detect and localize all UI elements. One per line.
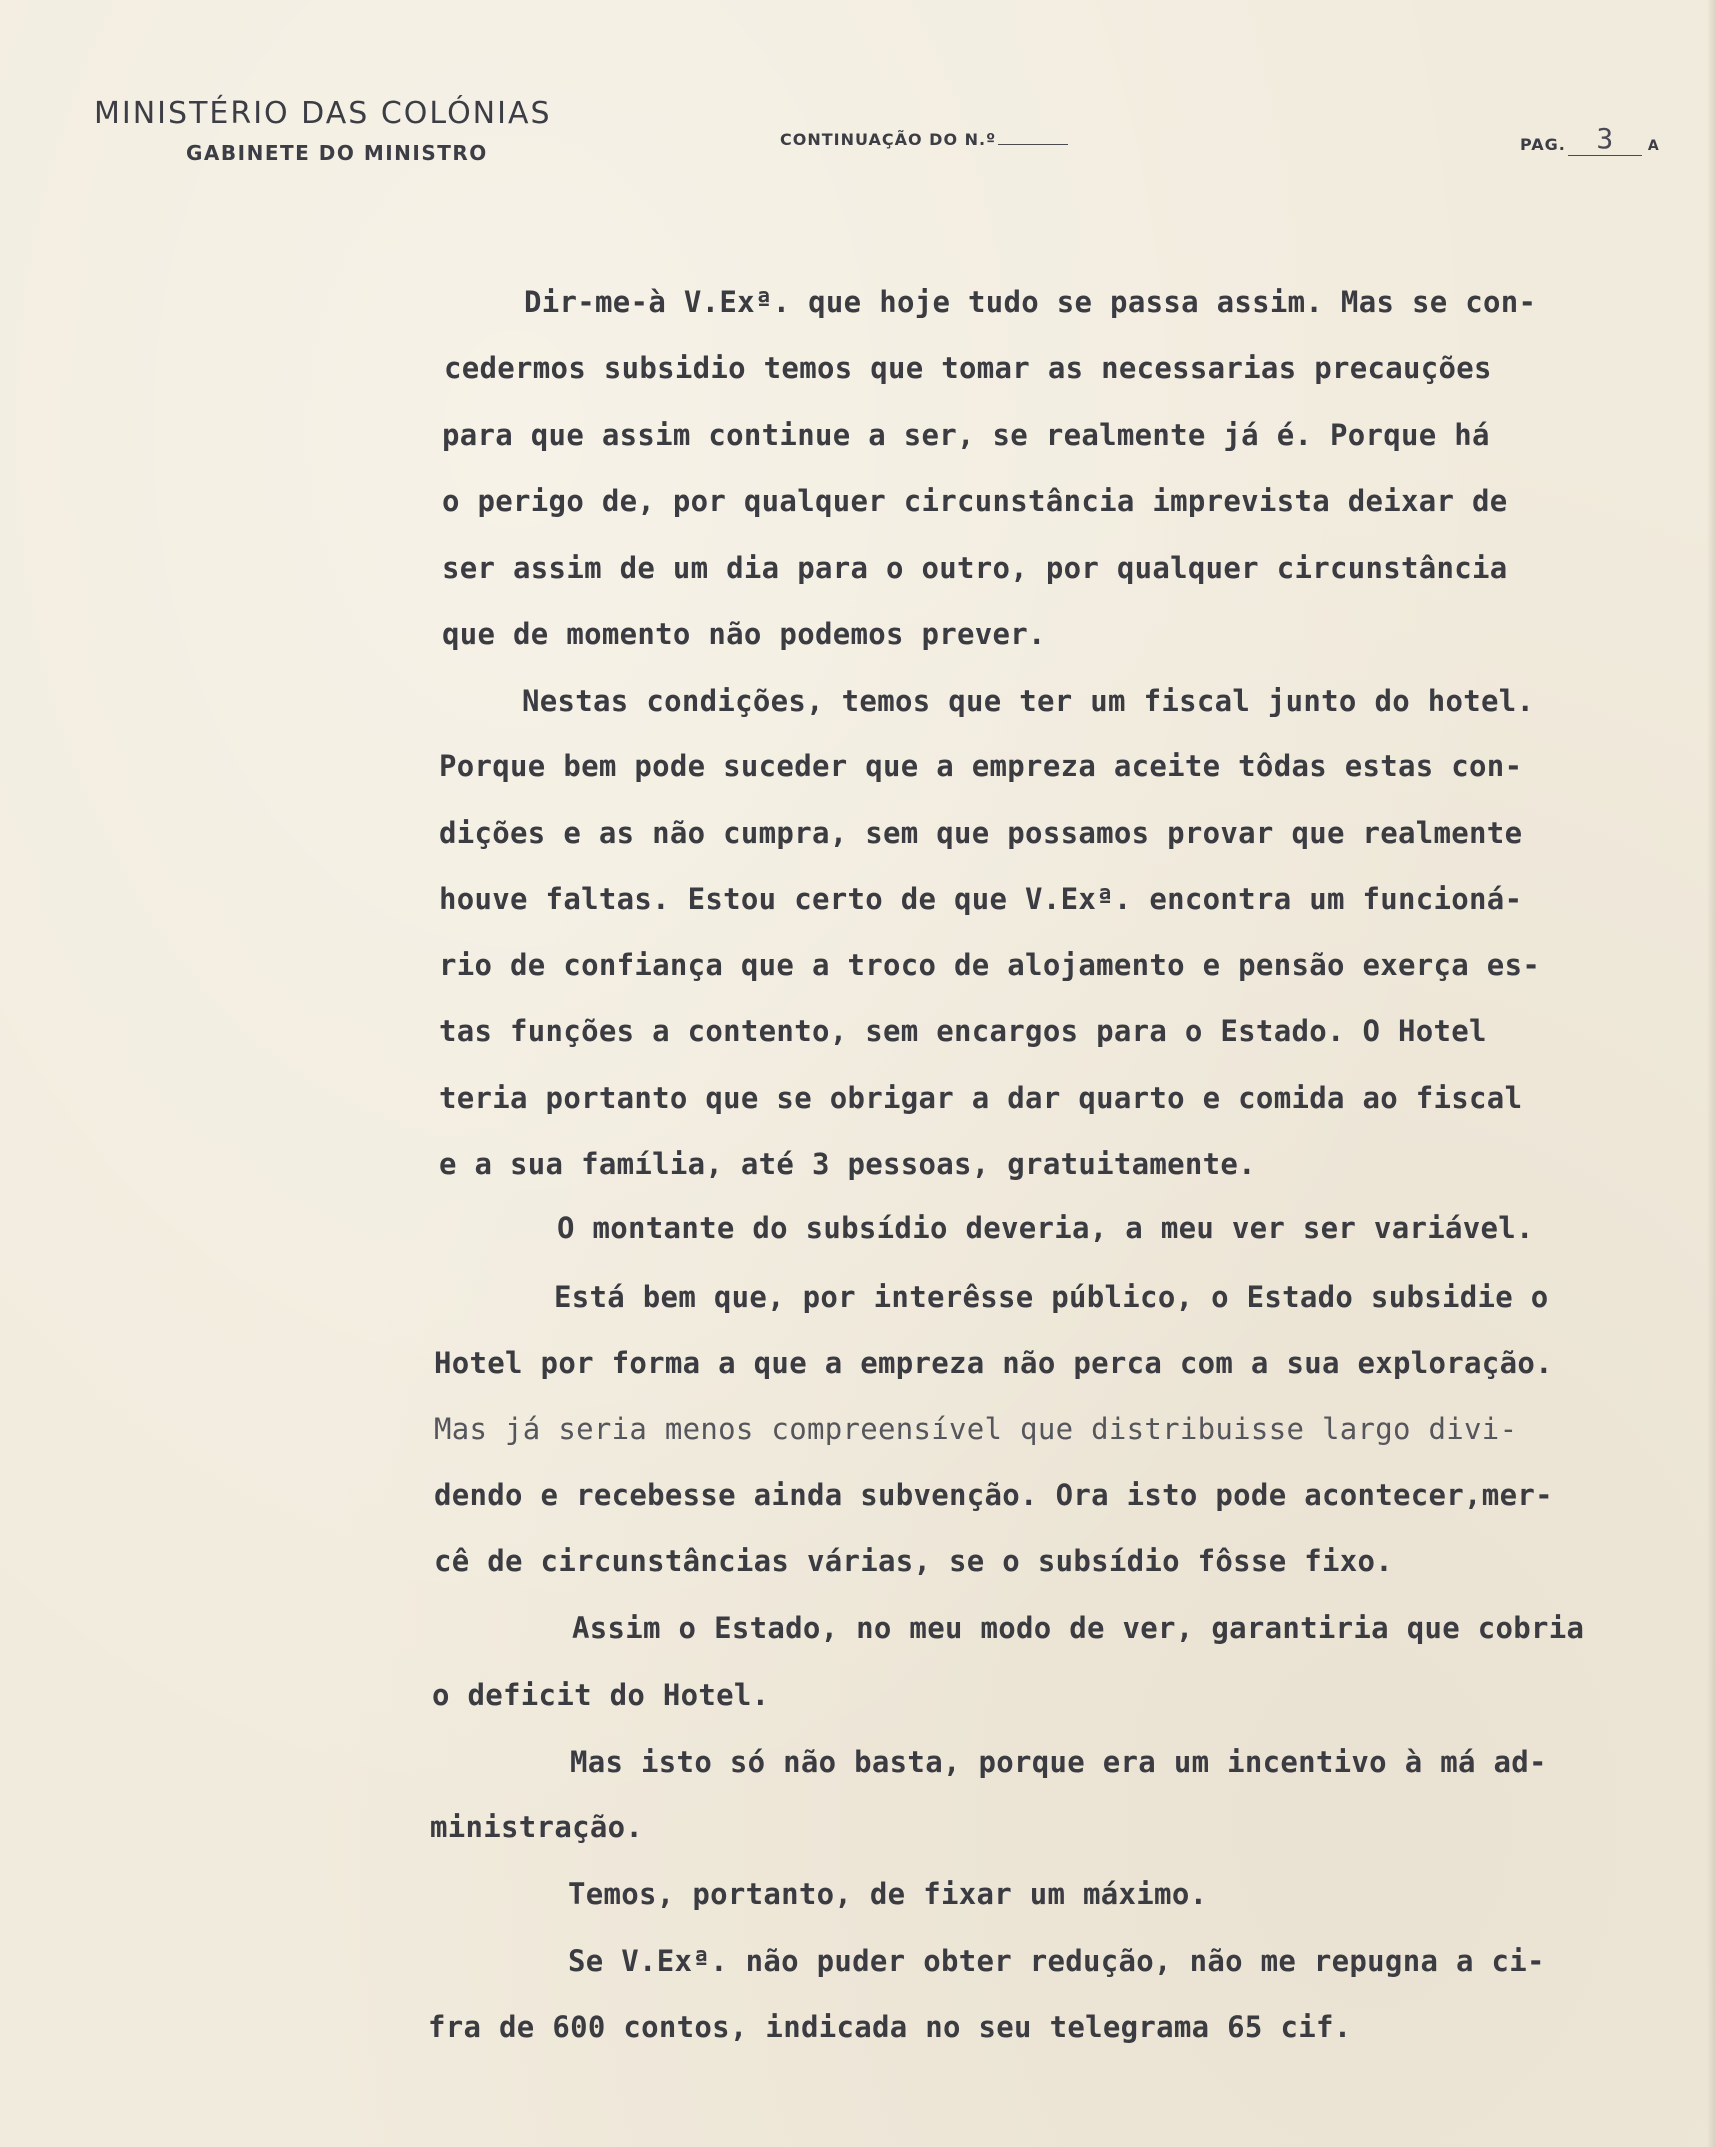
text-line: Mas já seria menos compreensível que distribuisse largo divi- [434, 1412, 1518, 1446]
text-line: Nestas condições, temos que ter um fiscal junto do hotel. [522, 684, 1535, 718]
text-line: Se V.Exª. não puder obter redução, não me repugna a ci- [568, 1944, 1545, 1978]
text-line: houve faltas. Estou certo de que V.Exª. encontra um funcioná- [439, 882, 1523, 916]
text-line: Dir-me-à V.Exª. que hoje tudo se passa assim. Mas se con- [524, 285, 1537, 319]
text-line: tas funções a contento, sem encargos para o Estado. O Hotel [439, 1014, 1487, 1048]
page-number: 3 [1596, 122, 1614, 155]
cabinet-subtitle: GABINETE DO MINISTRO [186, 141, 488, 165]
text-line: Está bem que, por interêsse público, o Estado subsidie o [554, 1280, 1549, 1314]
text-line: dendo e recebesse ainda subvenção. Ora isto pode acontecer,mer- [434, 1478, 1553, 1512]
text-line: ser assim de um dia para o outro, por qualquer circunstância [442, 551, 1508, 585]
text-line: que de momento não podemos prever. [442, 617, 1046, 651]
text-line: Assim o Estado, no meu modo de ver, garantiria que cobria [572, 1611, 1585, 1645]
text-line: fra de 600 contos, indicada no seu telegrama 65 cif. [428, 2010, 1352, 2044]
text-line: o perigo de, por qualquer circunstância imprevista deixar de [442, 484, 1508, 518]
text-line: o deficit do Hotel. [432, 1678, 770, 1712]
text-line: Hotel por forma a que a empreza não perca com a sua exploração. [434, 1346, 1553, 1380]
text-line: para que assim continue a ser, se realmente já é. Porque há [442, 418, 1490, 452]
text-line: cê de circunstâncias várias, se o subsídio fôsse fixo. [434, 1544, 1394, 1578]
text-line: cedermos subsidio temos que tomar as necessarias precauções [444, 351, 1492, 385]
text-line: O montante do subsídio deveria, a meu ver ser variável. [557, 1211, 1534, 1245]
text-line: e a sua família, até 3 pessoas, gratuitamente. [439, 1147, 1256, 1181]
text-line: dições e as não cumpra, sem que possamos provar que realmente [439, 816, 1523, 850]
text-line: rio de confiança que a troco de alojamento e pensão exerça es- [439, 948, 1541, 982]
continuation-label: CONTINUAÇÃO DO N.º [780, 130, 997, 149]
page-suffix: A [1647, 138, 1659, 154]
ministry-title: MINISTÉRIO DAS COLÓNIAS [94, 96, 552, 131]
text-line: teria portanto que se obrigar a dar quarto e comida ao fiscal [439, 1081, 1523, 1115]
text-line: Mas isto só não basta, porque era um incentivo à má ad- [570, 1745, 1547, 1779]
text-line: Temos, portanto, de fixar um máximo. [568, 1877, 1208, 1911]
page-label: PAG. [1520, 135, 1566, 154]
text-line: ministração. [430, 1810, 644, 1844]
text-line: Porque bem pode suceder que a empreza aceite tôdas estas con- [439, 749, 1523, 783]
